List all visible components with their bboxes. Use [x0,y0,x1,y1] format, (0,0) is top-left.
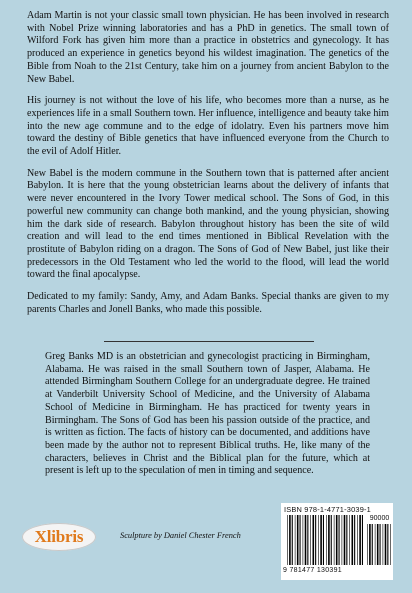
barcode-bar [352,515,354,565]
barcode-bar [375,524,376,565]
barcode-bar [372,524,373,565]
barcode-bar [380,524,381,565]
isbn-barcode [281,503,393,580]
barcode-bar [292,515,293,565]
barcode-bar [344,515,346,565]
barcode-bar [377,524,379,565]
section-divider [104,341,314,342]
barcode-bar [334,515,335,565]
author-bio-text: Greg Banks MD is an obstetrician and gynecologist practicing in Birmingham, Alabama. He was raised in the small Southern town of Jasper, Alabama. He attended Birmingham Southern College for an undergraduate degree. He trained at Vanderbilt University School of Medicine, and the University of Alabama School of Medicine in Birmingham. He has practiced for twenty years in Birmingham. The Sons of God has been his passion outside of the practice, and is written as fiction. The facts of history can be documented, and additions have been made by the author not to represent Biblical truths. He, like many of the characters, believes in Christ and the Biblical plan for the future, which at present is left up to the speculation of men in timing and sequence. [45,351,370,477]
author-bio [45,351,370,478]
barcode-bar [387,524,388,565]
barcode-bar [346,515,347,565]
barcode-bar [320,515,322,565]
blurb-paragraph-1: Adam Martin is not your classic small town physician. He has been involved in research with Nobel Prize winning laboratories and has a PhD in genetics. The small town of Wilford Fork has given him more than a practice in obstetrics and gynecology. It has produced an experience in genetics beyond his wildest imagination. The genetics of the Bible from Noah to the 21st Century, take him on a journey from ancient Babylon to the New Babel. [27,10,389,85]
barcode-addon-number: 90000 [369,515,390,522]
barcode-bar [385,524,387,565]
sculpture-credit: Sculpture by Daniel Chester French [120,531,241,540]
barcode-bar [297,515,299,565]
isbn-number: ISBN 978-1-4771-3039-1 [284,505,371,514]
barcode-bar [336,515,338,565]
barcode-bar [315,515,316,565]
dedication: Dedicated to my family: Sandy, Amy, and Adam Banks. Special thanks are given to my parents Charles and Jonell Banks, who made this possible. [27,291,389,315]
barcode-bar [303,515,304,565]
barcode-bar [289,515,291,565]
barcode-bar [354,515,355,565]
barcode-bar [362,515,363,565]
barcode-bar [367,524,368,565]
blurb-paragraph-3: New Babel is the modern commune in the Southern town that is patterned after ancient Babylon. It is here that the young obstetrician learns about the delivery of infants that were never encountered in the Ivory Tower medical school. The Sons of God, in this powerful new community can change both mankind, and the young physician, showing him the dark side of research. Babylon throughout history has been the site of wild creation and will lead to the end times mentioned in Biblical Revelation with the prostitute of Babylon riding on a dragon. The Sons of God of New Babel, just like their predecessors in the Old Testament who led the world to the flood, will lead the world toward the final apocalypse. [27,167,389,281]
publisher-logo-text: Xlibris [34,527,84,546]
barcode-bar [287,515,288,565]
barcode-bar [300,515,301,565]
barcode-bar [295,515,296,565]
barcode-bar [357,515,358,565]
barcode-bar [305,515,307,565]
barcode-bar [349,515,350,565]
barcode-bar [331,515,332,565]
barcode-digits: 9 781477 130391 [283,567,342,574]
barcode-bar [328,515,330,565]
barcode-bar [359,515,361,565]
barcode-bar [310,515,311,565]
barcode-bar [369,524,371,565]
barcode-addon-bars [367,524,391,565]
blurb-paragraph-2: His journey is not without the love of his life, who becomes more than a nurse, as he experiences life in a small Southern town. Her influence, intelligence and beauty take him into the new age commune and to the edge of idolatry. Even his partners move him toward the destiny of Bible genetics that have influenced everyone from the Church to the evil of Adolf Hitler. [27,95,389,158]
barcode-bar [326,515,327,565]
barcode-bars [287,515,365,565]
barcode-bar [383,524,384,565]
book-blurb [27,10,389,325]
barcode-bar [323,515,324,565]
barcode-bar [313,515,315,565]
barcode-bar [307,515,308,565]
barcode-bar [342,515,343,565]
barcode-bar [318,515,319,565]
barcode-bar [390,524,391,565]
barcode-bar [339,515,340,565]
publisher-logo [22,523,96,551]
